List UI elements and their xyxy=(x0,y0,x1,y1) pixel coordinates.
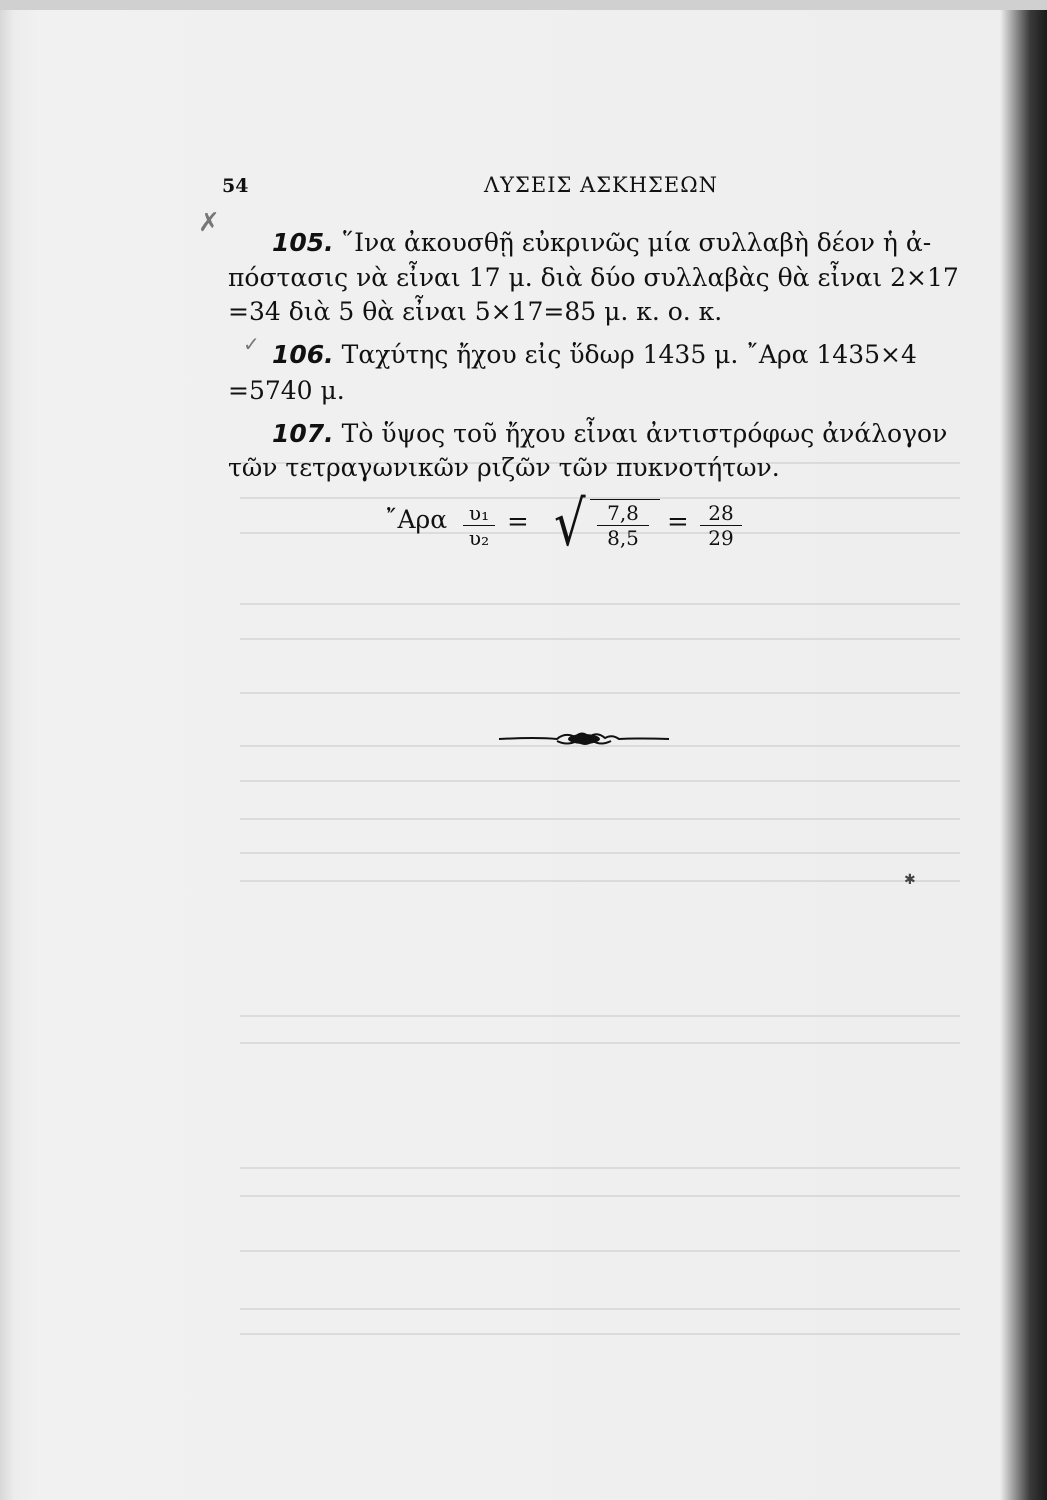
fraction-velocity xyxy=(463,501,495,550)
scan-top-edge xyxy=(0,0,1047,10)
fraction-denominator: 8,5 xyxy=(607,526,639,550)
bleed-through-line xyxy=(240,603,960,605)
bleed-through-line xyxy=(240,1250,960,1252)
exercise-text: Ταχύτης ἤχου εἰς ὕδωρ 1435 μ. ῎Αρα 1435×4 xyxy=(341,340,917,369)
bleed-through-line xyxy=(240,638,960,640)
radical-vinculum xyxy=(590,499,660,500)
exercise-106-line-2: =5740 μ. xyxy=(228,376,345,405)
exercise-text: Τὸ ὕψος τοῦ ἤχου εἶναι ἀντιστρόφως ἀνάλογον xyxy=(341,419,948,448)
fraction-denominator: 29 xyxy=(708,526,734,550)
bleed-through-line xyxy=(240,1333,960,1335)
exercise-number: 106. xyxy=(272,340,334,369)
pencil-check-mark: ✗ xyxy=(198,208,220,238)
fraction-numerator: υ₁ xyxy=(463,501,495,526)
bleed-through-line xyxy=(240,1167,960,1169)
equals-sign: = xyxy=(667,507,689,537)
exercise-text: ῞Ινα ἀκουσθῇ εὐκρινῶς μία συλλαβὴ δέον ἡ ἀ- xyxy=(341,228,932,257)
fraction-densities xyxy=(597,501,649,550)
bleed-through-line xyxy=(240,1042,960,1044)
fraction-numerator: 7,8 xyxy=(597,501,649,526)
equals-sign: = xyxy=(507,507,529,537)
exercise-105-line-3: =34 διὰ 5 θὰ εἶναι 5×17=85 μ. κ. ο. κ. xyxy=(228,297,723,326)
exercise-number: 107. xyxy=(272,419,334,448)
formula-prefix: ῎Αρα xyxy=(385,505,448,534)
bleed-through-line xyxy=(240,818,960,820)
bleed-through-line xyxy=(240,1195,960,1197)
formula xyxy=(385,487,785,575)
bleed-through-line xyxy=(240,692,960,694)
bleed-through-line xyxy=(240,880,960,882)
exercise-number: 105. xyxy=(272,228,334,257)
exercise-105-line-1 xyxy=(272,228,931,257)
bleed-through-line xyxy=(240,852,960,854)
exercise-106-line-1 xyxy=(272,340,917,369)
scan-speck: ✱ xyxy=(904,872,916,888)
exercise-105-line-2: πόστασις νὰ εἶναι 17 μ. διὰ δύο συλλαβὰς θὰ εἶναι 2×17 xyxy=(228,263,959,292)
page-number: 54 xyxy=(222,175,249,197)
ornament-divider xyxy=(497,728,672,750)
bleed-through-line xyxy=(240,1308,960,1310)
square-root-sign: √ xyxy=(553,487,586,560)
pencil-check-mark: ✓ xyxy=(243,332,260,356)
exercise-107-line-2: τῶν τετραγωνικῶν ριζῶν τῶν πυκνοτήτων. xyxy=(228,453,780,482)
exercise-107-line-1 xyxy=(272,419,947,448)
fraction-result xyxy=(700,501,742,550)
fraction-denominator: υ₂ xyxy=(468,526,490,550)
bleed-through-line xyxy=(240,780,960,782)
fraction-numerator: 28 xyxy=(700,501,742,526)
running-header-title: ΛΥΣΕΙΣ ΑΣΚΗΣΕΩΝ xyxy=(484,173,719,197)
bleed-through-line xyxy=(240,1015,960,1017)
